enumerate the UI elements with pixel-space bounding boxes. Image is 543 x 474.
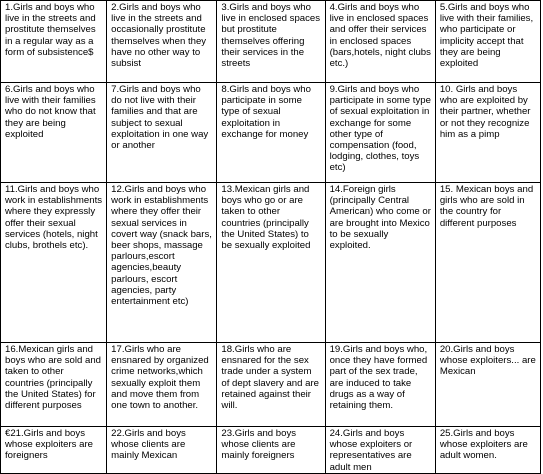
table-cell-19: 19.Girls and boys who, once they have formed part of the sex trade, are induced to take drugs as a way of retaining them. xyxy=(325,343,435,427)
table-cell-21: €21.Girls and boys whose exploiters are foreigners xyxy=(1,427,107,474)
table-cell-17: 17.Girls who are ensnared by organized crime networks,which sexually exploit them and move them from one town to another. xyxy=(107,343,217,427)
table-cell-1: 1.Girls and boys who live in the streets and prostitute themselves in a regular way as a form of subsistence$ xyxy=(1,1,107,83)
table-cell-16: 16.Mexican girls and boys who are sold and taken to other countries (principally the United States) for different purposes xyxy=(1,343,107,427)
table-cell-18: 18.Girls who are ensnared for the sex trade under a system of dept slavery and are retained against their will. xyxy=(217,343,325,427)
table-cell-10: 10. Girls and boys who are exploited by their partner, whether or not they recognize him as a pimp xyxy=(435,83,540,183)
table-cell-3: 3.Girls and boys who live in enclosed spaces but prostitute themselves offering their services in the streets xyxy=(217,1,325,83)
table-cell-23: 23.Girls and boys whose clients are mainly foreigners xyxy=(217,427,325,474)
table-row xyxy=(1,1,541,83)
table-cell-11: 11.Girls and boys who work in establishments where they expressly offer their sexual services (hotels, night clubs, brothels etc). xyxy=(1,183,107,343)
table-cell-9: 9.Girls and boys who participate in some type of sexual exploitation in exchange for some other type of compensation (food, lodging, clothes, toys etc) xyxy=(325,83,435,183)
table-cell-2: 2.Girls and boys who live in the streets and occasionally prostitute themselves when they have no other way to subsist xyxy=(107,1,217,83)
table-cell-20: 20.Girls and boys whose exploiters... are Mexican xyxy=(435,343,540,427)
table-row xyxy=(1,427,541,474)
table-cell-25: 25.Girls and boys whose exploiters are adult women. xyxy=(435,427,540,474)
table-cell-6: 6.Girls and boys who live with their families who do not know that they are being exploited xyxy=(1,83,107,183)
table-cell-13: 13.Mexican girls and boys who go or are taken to other countries (principally the United States) to be sexually exploited xyxy=(217,183,325,343)
table-cell-24: 24.Girls and boys whose exploiters or representatives are adult men xyxy=(325,427,435,474)
table-cell-15: 15. Mexican boys and girls who are sold in the country for different purposes xyxy=(435,183,540,343)
table-cell-12: 12.Girls and boys who work in establishments where they offer their sexual services in covert way (snack bars, beer shops, massage parlours,escort agencies,beauty parlours, escort agencies, party entertainment etc) xyxy=(107,183,217,343)
table-cell-7: 7.Girls and boys who do not live with their families and that are subject to sexual exploitation in one way or another xyxy=(107,83,217,183)
table-row xyxy=(1,343,541,427)
table-row xyxy=(1,183,541,343)
table-cell-14: 14.Foreign girls (principally Central American) who come or are brought into Mexico to be sexually exploited. xyxy=(325,183,435,343)
table-row xyxy=(1,83,541,183)
table-cell-22: 22.Girls and boys whose clients are mainly Mexican xyxy=(107,427,217,474)
table-cell-4: 4.Girls and boys who live in enclosed spaces and offer their services in enclosed spaces (bars,hotels, night clubs etc.) xyxy=(325,1,435,83)
table-cell-5: 5.Girls and boys who live with their families, who participate or implicity accept that they are being exploited xyxy=(435,1,540,83)
table-cell-8: 8.Girls and boys who participate in some type of sexual exploitation in exchange for money xyxy=(217,83,325,183)
